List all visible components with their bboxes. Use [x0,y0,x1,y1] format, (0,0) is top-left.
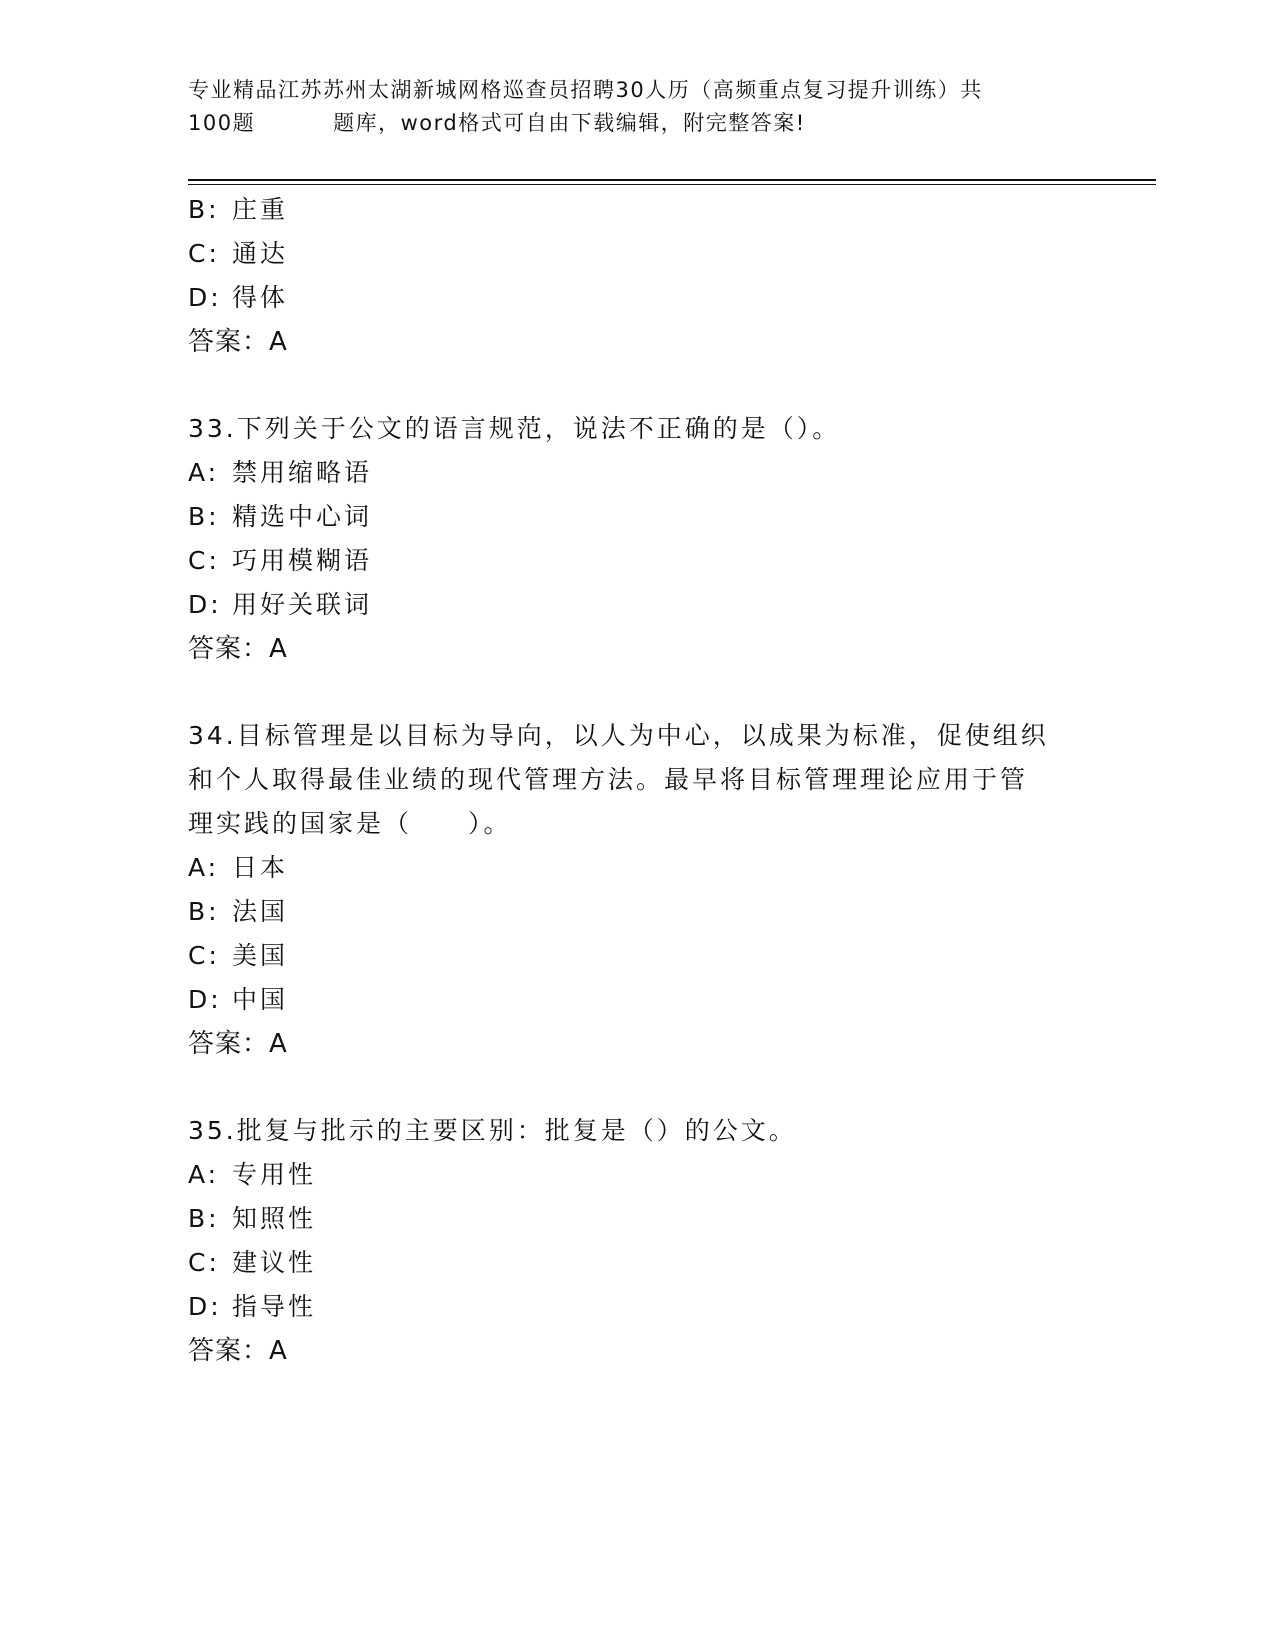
document-header [188,74,1088,140]
option-text: 指导性 [232,1292,317,1321]
option-label: A: [188,458,220,487]
q34-option-d [188,985,288,1015]
option-label: B: [188,502,220,531]
q34-option-c [188,941,288,971]
option-label: A: [188,853,220,882]
option-text: 建议性 [232,1248,317,1277]
q34-stem-line-1: 34.目标管理是以目标为导向，以人为中心，以成果为标准，促使组织 [188,721,1049,750]
option-text: 专用性 [232,1160,317,1189]
option-label: B: [188,1204,220,1233]
option-label: D: [188,283,222,312]
q33-option-a [188,458,372,488]
option-text: 用好关联词 [232,590,373,619]
option-label: B: [188,195,220,224]
q34-option-b [188,897,288,927]
option-text: 庄重 [232,195,289,224]
q34-option-a [188,853,288,883]
option-label: D: [188,590,222,619]
q35-stem: 35.批复与批示的主要区别：批复是（）的公文。 [188,1116,797,1145]
header-title-line-1: 专业精品江苏苏州太湖新城网格巡查员招聘30人历（高频重点复习提升训练）共 [188,78,983,102]
option-label: D: [188,985,222,1014]
option-text: 通达 [232,239,289,268]
option-text: 禁用缩略语 [232,458,373,487]
q35-answer: 答案：A [188,1336,288,1366]
header-description: 题库，word格式可自由下载编辑，附完整答案! [333,111,806,135]
q33-option-b [188,502,372,532]
q32-answer: 答案：A [188,327,288,357]
option-text: 知照性 [232,1204,317,1233]
q33-answer: 答案：A [188,634,288,664]
q33-option-c [188,546,372,576]
q34-stem-line-2: 和个人取得最佳业绩的现代管理方法。最早将目标管理理论应用于管 [188,765,1029,794]
option-label: C: [188,941,220,970]
option-text: 法国 [232,897,289,926]
option-label: C: [188,1248,220,1277]
option-text: 中国 [232,985,289,1014]
header-rule-thin [188,184,1156,185]
q35-option-a [188,1160,316,1190]
q34-answer: 答案：A [188,1029,288,1059]
option-label: B: [188,897,220,926]
q32-option-d [188,283,288,313]
q35-option-d [188,1292,316,1322]
header-count: 100题 [188,111,256,135]
q34-stem-line-3: 理实践的国家是（ ）。 [188,809,512,838]
option-label: C: [188,546,220,575]
q33-stem: 33.下列关于公文的语言规范，说法不正确的是（）。 [188,414,841,443]
q33-option-d [188,590,372,620]
option-label: A: [188,1160,220,1189]
option-label: D: [188,1292,222,1321]
header-rule-thick [188,179,1156,181]
q32-option-b [188,195,288,225]
option-text: 巧用模糊语 [232,546,373,575]
option-text: 日本 [232,853,289,882]
option-text: 精选中心词 [232,502,373,531]
q35-option-b [188,1204,316,1234]
option-text: 美国 [232,941,289,970]
q35-option-c [188,1248,316,1278]
option-label: C: [188,239,220,268]
option-text: 得体 [232,283,289,312]
header-title-line-2 [188,107,1088,140]
q32-option-c [188,239,288,269]
